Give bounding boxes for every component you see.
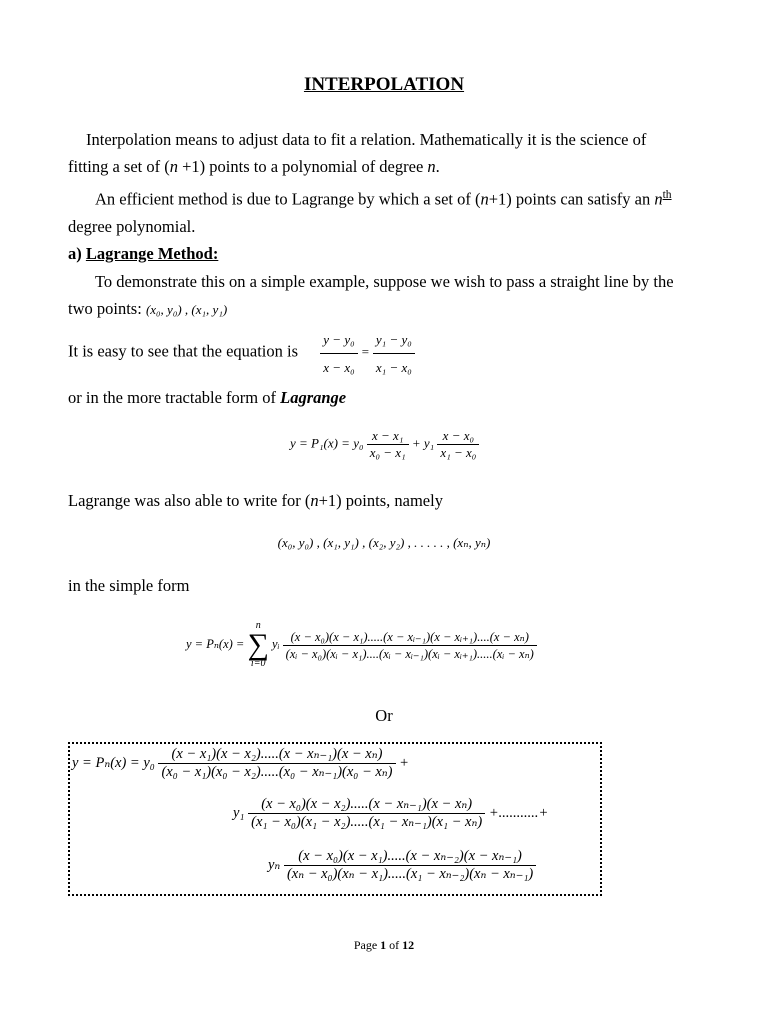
demo-line-2 (68, 295, 723, 323)
expanded-term-1: y = Pₙ(x) = y₀ $\frac{\text{(x − x₁)(x − x₂).....(x − xₙ₋₁)(x − xₙ)}}{\text{(x₀ − x₁)(x₀ − x₂).....(x₀ − xₙ₋₁)(x₀ − xₙ)}}$ + (72, 746, 409, 780)
points-list: (x₀, y₀) , (x₁, y₁) , (x₂, y₂) , . . . . . , (xₙ, yₙ) (277, 535, 491, 550)
section-heading (68, 240, 218, 267)
text: two points: (68, 299, 142, 318)
intro-text: +1) points to a polynomial of degree (177, 157, 428, 176)
fraction: $\frac{\text{(x − x₀)(x − x₂).....(x − xₙ₋₁)(x − xₙ)}}{\text{(x₁ − x₀)(x₁ − x₂).....(x₁ − xₙ₋₁)(x₁ − xₙ)}}$ (248, 796, 485, 831)
demo-paragraph (68, 268, 723, 323)
line-equation: $\frac{\text{y − y₀}}{\text{x − x₀}}$ = $\frac{\text{y₁ − y₀}}{\text{x₁ − x₀}}$ (320, 344, 414, 359)
intro-text: fitting a set of ( (68, 157, 170, 176)
intro-text: . (435, 157, 440, 176)
n-var: n (427, 157, 436, 176)
page-footer: Page 1 of 12 (353, 938, 415, 952)
intro-paragraph (68, 126, 720, 180)
lagrange-intro-paragraph (68, 182, 723, 240)
summation: n ∑ i=0 (247, 620, 269, 669)
lagrange-intro-line-1 (68, 182, 723, 213)
text: +1) points can satisfy an (488, 189, 655, 209)
text: An efficient method is due to Lagrange by which a set of ( (95, 189, 481, 209)
page-total: 12 (402, 938, 415, 952)
n-var: n (169, 157, 178, 176)
lagrange-form-intro: or in the more tractable form of Lagrange (68, 388, 347, 407)
simple-form-intro: in the simple form (68, 576, 190, 595)
th-superscript: th (662, 189, 672, 201)
n-var: n (654, 189, 663, 209)
fraction: $\frac{\text{(x − x₁)(x − x₂).....(x − xₙ₋₁)(x − xₙ)}}{\text{(x₀ − x₁)(x₀ − x₂).....(x₀ − xₙ₋₁)(x₀ − xₙ)}}$ (158, 746, 395, 781)
lagrange-intro-line-2: degree polynomial. (68, 216, 196, 236)
section-title: Lagrange Method: (85, 244, 219, 263)
intro-line-1: Interpolation means to adjust data to fit a relation. Mathematically it is the science of (86, 130, 647, 149)
two-points-math: (x₀, y₀) , (x₁, y₁) (145, 302, 228, 317)
fraction: $\frac{\text{y₁ − y₀}}{\text{x₁ − x₀}}$ (373, 326, 415, 381)
fraction: $\frac{\text{(x − x₀)(x − x₁).....(x − xᵢ₋₁)(x − xᵢ₊₁)....(x − xₙ)}}{\text{(xᵢ − x₀)(xᵢ − x₁)....(xᵢ − xᵢ₋₁)(xᵢ − xᵢ₊₁).....(xᵢ − xₙ)}}$ (283, 629, 537, 662)
line-equation-row (68, 326, 415, 381)
text: It is easy to see that the equation is (68, 341, 299, 361)
fraction: $\frac{\text{x − x₀}}{\text{x₁ − x₀}}$ (437, 428, 479, 461)
fraction: $\frac{\text{y − y₀}}{\text{x − x₀}}$ (320, 326, 357, 381)
expanded-term-n: yₙ $\frac{\text{(x − x₀)(x − x₁).....(x − xₙ₋₂)(x − xₙ₋₁)}}{\text{(xₙ − x₀)(xₙ − x₁).....(x₁ − xₙ₋₂)(xₙ − xₙ₋₁)}}$ (268, 848, 536, 883)
intro-line-2 (68, 153, 720, 180)
lagrange-sum-equation: y = Pₙ(x) = n ∑ i=0 yᵢ $\frac{\text{(x − x₀)(x − x₁).....(x − xᵢ₋₁)(x − xᵢ₊₁)....(x − xₙ)}}{\text{(xᵢ − x₀)(xᵢ − x₁)....(xᵢ − xᵢ₋₁)(xᵢ − xᵢ₊₁).....(xᵢ − xₙ)}}$ (186, 620, 537, 670)
demo-line-1: To demonstrate this on a simple example, suppose we wish to pass a straight line by the (95, 272, 674, 291)
expanded-term-2: y₁ $\frac{\text{(x − x₀)(x − x₂).....(x − xₙ₋₁)(x − xₙ)}}{\text{(x₁ − x₀)(x₁ − x₂).....(x₁ − xₙ₋₁)(x₁ − xₙ)}}$ +...........+ (233, 796, 549, 830)
fraction: $\frac{\text{x − x₁}}{\text{x₀ − x₁}}$ (367, 428, 409, 461)
fraction: $\frac{\text{(x − x₀)(x − x₁).....(x − xₙ₋₂)(x − xₙ₋₁)}}{\text{(xₙ − x₀)(xₙ − x₁).....(x₁ − xₙ₋₂)(xₙ − xₙ₋₁)}}$ (284, 848, 536, 883)
n-var: n (480, 189, 489, 209)
or-separator: Or (375, 706, 393, 725)
section-prefix: a) (68, 244, 82, 263)
linear-lagrange-equation: y = P₁(x) = y₀ $\frac{\text{x − x₁}}{\text{x₀ − x₁}}$ + y₁ $\frac{\text{x − x₀}}{\text{x₁ − x₀}}$ (290, 428, 479, 461)
page-number: 1 (380, 938, 387, 952)
lagrange-emph: Lagrange (280, 388, 347, 407)
n-points-intro: Lagrange was also able to write for (n+1) points, namely (68, 491, 443, 510)
page-title: INTERPOLATION (303, 74, 465, 95)
